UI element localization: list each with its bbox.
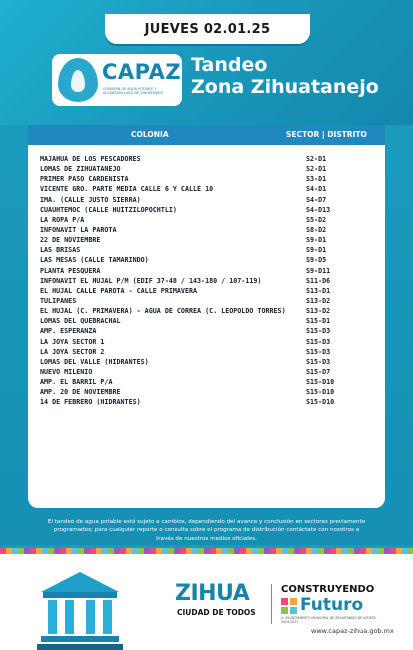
futuro-tagline: H. AYUNTAMIENTO MUNICIPAL DE ZIHUATANEJO DE AZUETA · 2024-2027 xyxy=(281,616,378,624)
website-link[interactable]: www.capaz-zihua.gob.mx xyxy=(311,627,394,635)
cell-sector: S2-D1 xyxy=(306,165,327,174)
cell-sector: S15-D10 xyxy=(306,388,335,397)
cell-sector: S11-D6 xyxy=(306,276,331,285)
schedule-table xyxy=(28,125,385,508)
table-row xyxy=(28,377,385,387)
disclaimer-line-1: El tandeo de agua potable está sujeto a cambios, dependiendo del avance y conclusión en sectores previamente xyxy=(47,519,366,525)
cell-colonia: LAS MESAS (CALLE TAMARINDO) xyxy=(40,256,149,265)
table-row xyxy=(28,164,385,174)
cell-sector: S15-D10 xyxy=(306,398,335,407)
cell-colonia: 14 DE FEBRERO (HIDRANTES) xyxy=(40,398,141,407)
capaz-logo xyxy=(52,54,182,106)
table-row xyxy=(28,215,385,225)
cell-colonia: 22 DE NOVIEMBRE xyxy=(40,236,101,245)
table-header xyxy=(28,125,385,145)
cell-sector: S15-D7 xyxy=(306,367,331,376)
cell-sector: S5-D2 xyxy=(306,215,327,224)
table-row xyxy=(28,195,385,205)
table-row xyxy=(28,397,385,407)
cell-sector: S4-D1 xyxy=(306,185,327,194)
table-row xyxy=(28,245,385,255)
cell-sector: S13-D2 xyxy=(306,296,331,305)
cell-colonia: INFONAVIT LA PAROTA xyxy=(40,225,117,234)
cell-colonia: LA ROPA P/A xyxy=(40,215,85,224)
cell-colonia: AMP. EL BARRIL P/A xyxy=(40,378,113,387)
logo-title: CAPAZ xyxy=(102,60,182,84)
cell-colonia: AMP. ESPERANZA xyxy=(40,327,97,336)
table-row xyxy=(28,154,385,164)
cell-sector: S9-D1 xyxy=(306,236,327,245)
decorative-stripe xyxy=(0,548,413,554)
cell-sector: S15-D3 xyxy=(306,337,331,346)
table-row xyxy=(28,357,385,367)
cell-sector: S8-D2 xyxy=(306,225,327,234)
disclaimer-line-3: través de nuestros medios oficiales. xyxy=(156,535,257,542)
cell-colonia: LA JOYA SECTOR 2 xyxy=(40,347,105,356)
logo-divider xyxy=(271,584,272,624)
water-drop-icon xyxy=(58,58,98,102)
table-row xyxy=(28,225,385,235)
cell-colonia: MAJAHUA DE LOS PESCADORES xyxy=(40,155,141,163)
futuro-label: Futuro xyxy=(300,595,364,615)
header-colonia: COLONIA xyxy=(131,130,169,139)
date-tab xyxy=(105,14,310,44)
cell-sector: S9-D1 xyxy=(306,246,327,255)
disclaimer-line-2: programados; para cualquier reporte o consulta sobre el programa de distribución contáctate con nosotros a xyxy=(53,527,360,534)
cell-sector: S4-D13 xyxy=(306,205,331,214)
cell-colonia: LOMAS DE ZIHUATANEJO xyxy=(40,165,121,174)
cell-sector: S15-D10 xyxy=(306,378,335,387)
table-row xyxy=(28,184,385,194)
cell-sector: S2-D1 xyxy=(306,155,327,163)
cell-sector: S3-D1 xyxy=(306,175,327,184)
cell-colonia: PLANTA PESQUERA xyxy=(40,266,101,275)
cell-colonia: VICENTE GRO. PARTE MEDIA CALLE 6 Y CALLE 10 xyxy=(40,185,214,194)
footer xyxy=(0,548,413,650)
cell-colonia: CUAUHTEMOC (CALLE HUITZILOPOCHTLI) xyxy=(40,205,177,214)
cell-sector: S13-D1 xyxy=(306,286,331,295)
cell-colonia: AMP. 20 DE NOVIEMBRE xyxy=(40,388,121,397)
cell-sector: S13-D2 xyxy=(306,307,331,316)
table-row xyxy=(28,276,385,286)
logo-subtitle: COMISIÓN DE AGUA POTABLE Y ALCANTARILLADO DE ZIHUATANEJO xyxy=(103,87,164,96)
cell-colonia: PRIMER PASO CARDENISTA xyxy=(40,175,129,184)
table-row xyxy=(28,326,385,336)
page-title xyxy=(191,54,379,98)
table-row xyxy=(28,367,385,377)
table-row xyxy=(28,316,385,326)
zihua-logo: ZIHUA xyxy=(175,581,250,606)
cell-sector: S15-D1 xyxy=(306,317,331,326)
table-row xyxy=(28,286,385,296)
title-line-1: Tandeo xyxy=(191,54,268,76)
cell-sector: S9-D11 xyxy=(306,266,331,275)
building-columns-icon xyxy=(35,568,125,650)
table-row xyxy=(28,266,385,276)
disclaimer xyxy=(26,518,387,543)
table-row xyxy=(28,205,385,215)
table-row xyxy=(28,387,385,397)
table-row xyxy=(28,347,385,357)
header-sector: SECTOR | DISTRITO xyxy=(286,130,367,139)
construyendo-label: CONSTRUYENDO xyxy=(281,584,375,595)
zihua-tagline: CIUDAD DE TODOS xyxy=(177,608,256,617)
cell-colonia: EL HUJAL (C. PRIMAVERA) - AGUA DE CORREA (C. LEOPOLDO TORRES) xyxy=(40,307,286,316)
title-line-2: Zona Zihuatanejo xyxy=(191,76,379,98)
cell-sector: S4-D7 xyxy=(306,195,327,204)
cell-colonia: IMA. (CALLE JUSTO SIERRA) xyxy=(40,195,141,204)
table-body xyxy=(28,154,385,408)
table-row xyxy=(28,296,385,306)
cell-sector: S9-D5 xyxy=(306,256,327,265)
cell-sector: S15-D3 xyxy=(306,327,331,336)
cell-colonia: NUEVO MILENIO xyxy=(40,367,93,376)
cell-colonia: LOMAS DEL VALLE (HIDRANTES) xyxy=(40,357,149,366)
table-row xyxy=(28,337,385,347)
futuro-mark-icon xyxy=(281,598,297,614)
cell-sector: S15-D3 xyxy=(306,357,331,366)
cell-sector: S15-D3 xyxy=(306,347,331,356)
cell-colonia: INFONAVIT EL HUJAL P/M (EDIF 37-48 / 143-180 / 107-119) xyxy=(40,276,262,285)
table-row xyxy=(28,306,385,316)
table-row xyxy=(28,174,385,184)
cell-colonia: LA JOYA SECTOR 1 xyxy=(40,337,105,346)
cell-colonia: LAS BRISAS xyxy=(40,246,81,255)
table-row xyxy=(28,255,385,265)
table-row xyxy=(28,235,385,245)
cell-colonia: LOMAS DEL QUEBRACHAL xyxy=(40,317,121,326)
cell-colonia: TULIPANES xyxy=(40,296,77,305)
date-label: JUEVES 02.01.25 xyxy=(144,22,271,37)
cell-colonia: EL HUJAL CALLE PAROTA - CALLE PRIMAVERA xyxy=(40,286,198,295)
